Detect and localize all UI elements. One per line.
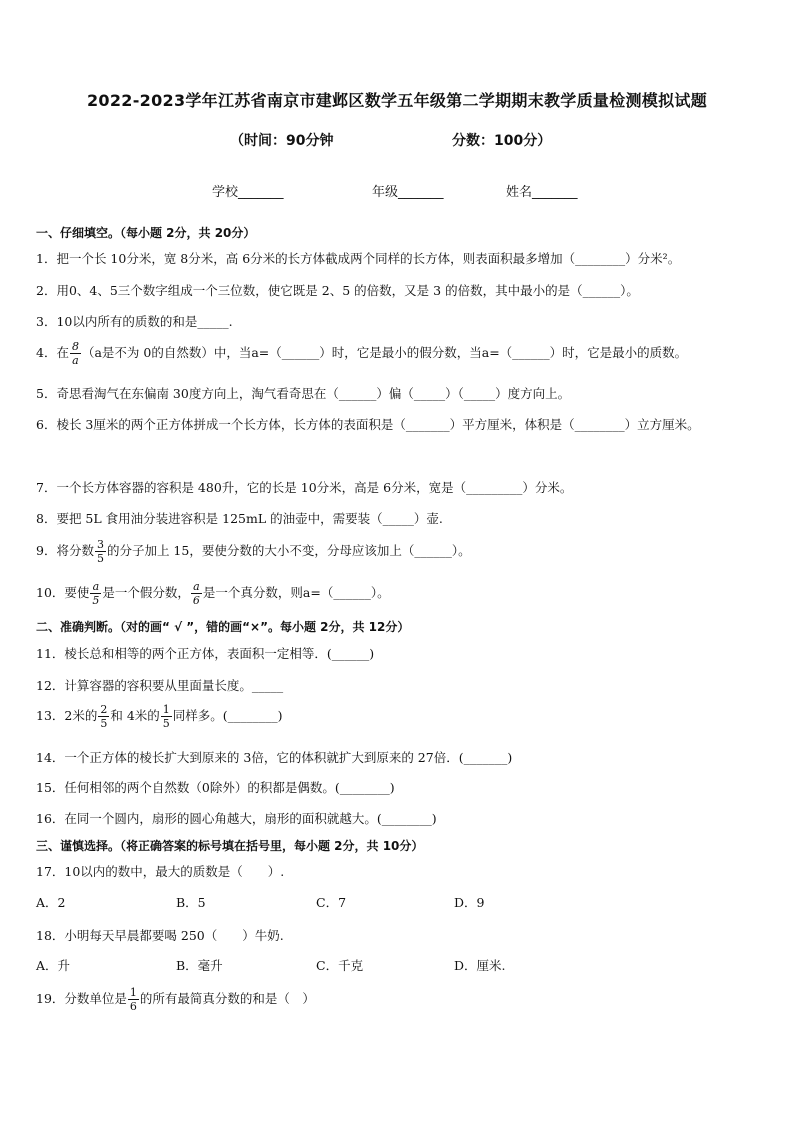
question-13 — [36, 703, 764, 730]
question-9 — [36, 538, 764, 565]
total-score: 分数：100分） — [452, 133, 552, 149]
fraction-a-over-5 — [90, 580, 101, 607]
option-a: A．升 — [36, 958, 71, 973]
question-10-middle: 是一个假分数， — [102, 585, 190, 600]
question-13-suffix: 同样多。(________) — [172, 708, 283, 723]
section-heading-fill-in: 一、仔细填空。（每小题 2分，共 20分） — [36, 226, 256, 240]
question-4-suffix: （a是不为 0的自然数）中，当a=（______）时，它是最小的假分数，当a=（______）时，它是最小的质数。 — [81, 345, 688, 360]
fraction-numerator: 1 — [129, 986, 137, 999]
fraction-denominator: a — [72, 354, 79, 367]
question-10 — [36, 580, 764, 607]
question-13-prefix: 13．2米的 — [36, 708, 98, 723]
grade-field: 年级_______ — [372, 185, 444, 200]
question-9-prefix: 9．将分数 — [36, 543, 94, 558]
question-13-middle: 和 4米的 — [110, 708, 160, 723]
option-a: A．2 — [36, 895, 66, 910]
fraction-numerator: a — [90, 580, 101, 594]
question-19 — [36, 986, 764, 1013]
fraction-1-over-6 — [128, 986, 139, 1013]
fraction-numerator: 3 — [96, 538, 104, 551]
name-field: 姓名_______ — [506, 185, 578, 200]
option-b: B．毫升 — [176, 958, 223, 973]
question-15: 15．任何相邻的两个自然数（0除外）的积都是偶数。(________) — [36, 780, 395, 795]
question-9-suffix: 的分子加上 15，要使分数的大小不变，分母应该加上（______）。 — [106, 543, 471, 558]
option-c: C．7 — [316, 895, 347, 910]
question-8: 8．要把 5L 食用油分装进容积是 125mL 的油壶中，需要装（_____）壶. — [36, 511, 443, 526]
question-4 — [36, 340, 764, 367]
section-heading-multiple-choice: 三、谨慎选择。（将正确答案的标号填在括号里，每小题 2分，共 10分） — [36, 839, 424, 853]
fraction-numerator: a — [191, 580, 202, 594]
question-12: 12．计算容器的容积要从里面量长度。_____ — [36, 678, 284, 693]
fraction-denominator: 5 — [100, 717, 108, 730]
fraction-denominator: 5 — [162, 717, 170, 730]
fraction-numerator: 2 — [100, 703, 108, 716]
question-4-prefix: 4．在 — [36, 345, 69, 360]
question-11: 11．棱长总和相等的两个正方体，表面积一定相等．(______) — [36, 646, 375, 661]
question-16: 16．在同一个圆内，扇形的圆心角越大，扇形的面积就越大。(________) — [36, 811, 437, 826]
fraction-denominator: 5 — [96, 552, 104, 565]
fraction-1-over-5 — [161, 703, 172, 730]
fraction-denominator: 5 — [92, 594, 100, 607]
question-18: 18．小明每天早晨都要喝 250（ ）牛奶. — [36, 928, 284, 943]
question-5: 5．奇思看淘气在东偏南 30度方向上，淘气看奇思在（______）偏（_____）（_____）度方向上。 — [36, 386, 571, 401]
page-title: 2022-2023学年江苏省南京市建邺区数学五年级第二学期期末教学质量检测模拟试题 — [86, 91, 707, 110]
time-limit: （时间：90分钟 — [230, 133, 334, 149]
option-d: D．厘米. — [454, 958, 506, 973]
question-6: 6．棱长 3厘米的两个正方体拼成一个长方体，长方体的表面积是（_______）平方厘米，体积是（________）立方厘米。 — [36, 417, 700, 432]
fraction-2-over-5 — [98, 703, 109, 730]
fraction-denominator: 6 — [129, 1000, 137, 1013]
question-10-prefix: 10．要使 — [36, 585, 90, 600]
option-d: D．9 — [454, 895, 485, 910]
question-19-suffix: 的所有最简真分数的和是（ ） — [139, 991, 315, 1006]
question-19-prefix: 19．分数单位是 — [36, 991, 127, 1006]
question-7: 7．一个长方体容器的容积是 480升，它的长是 10分米，高是 6分米，宽是（_________）分米。 — [36, 480, 573, 495]
question-1: 1．把一个长 10分米，宽 8分米，高 6分米的长方体截成两个同样的长方体，则表面积最多增加（________）分米²。 — [36, 251, 681, 266]
question-3: 3．10以内所有的质数的和是_____. — [36, 314, 233, 329]
fraction-numerator: 1 — [162, 703, 170, 716]
fraction-8-over-a — [70, 340, 81, 367]
question-2: 2．用0、4、5三个数字组成一个三位数，使它既是 2、5 的倍数，又是 3 的倍数，其中最小的是（______）。 — [36, 283, 639, 298]
option-b: B．5 — [176, 895, 206, 910]
question-17: 17．10以内的数中，最大的质数是（ ）. — [36, 864, 285, 879]
school-field: 学校_______ — [212, 185, 284, 200]
fraction-3-over-5 — [95, 538, 106, 565]
fraction-a-over-6 — [191, 580, 202, 607]
fraction-numerator: 8 — [71, 340, 79, 353]
section-heading-true-false: 二、准确判断。（对的画“ √ ”，错的画“×”。每小题 2分，共 12分） — [36, 620, 410, 634]
fraction-denominator: 6 — [192, 594, 200, 607]
option-c: C．千克 — [316, 958, 364, 973]
question-14: 14．一个正方体的棱长扩大到原来的 3倍，它的体积就扩大到原来的 27倍．(_______) — [36, 750, 513, 765]
question-10-suffix: 是一个真分数，则a=（______）。 — [202, 585, 390, 600]
